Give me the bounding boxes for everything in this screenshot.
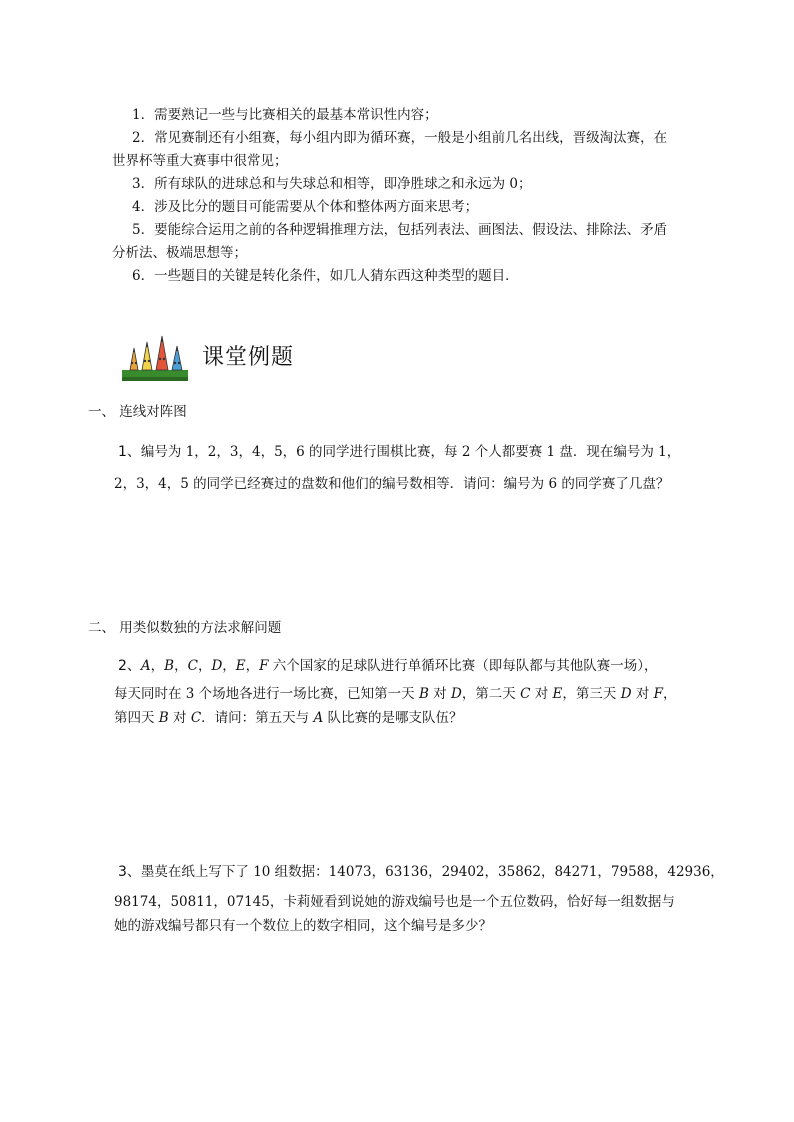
- tip-3: 3．所有球队的进球总和与失球总和相等，即净胜球之和永远为 0；: [132, 176, 532, 192]
- problem-3-line-1: 墨莫在纸上写下了 10 组数据：14073，63136，29402，35862，84271，79588，42936，: [140, 864, 724, 880]
- var-a: A: [140, 658, 151, 674]
- var-d: D: [211, 658, 223, 674]
- var-c: C: [190, 710, 202, 726]
- sep: ，: [174, 658, 188, 674]
- text: 队比赛的是哪支队伍？: [323, 710, 463, 726]
- problem-1-line-1: 编号为 1，2，3，4，5，6 的同学进行围棋比赛，每 2 个人都要赛 1 盘．现在编号为 1，: [140, 444, 681, 460]
- var-b: B: [164, 658, 175, 674]
- problem-2-line-1-tail: 六个国家的足球队进行单循环比赛（即每队都与其他队赛一场），: [268, 658, 658, 674]
- var-d: D: [450, 686, 462, 702]
- problem-2: [114, 652, 698, 732]
- problem-3-number: 3、: [118, 864, 141, 880]
- tip-6: 6．一些题目的关键是转化条件，如几人猜东西这种类型的题目．: [132, 268, 519, 284]
- sep: ，: [150, 658, 165, 674]
- tip-5-cont: 分析法、极端思想等；: [112, 245, 247, 261]
- section-heading-2: 二、 用类似数独的方法求解问题: [88, 620, 282, 636]
- text: 对: [631, 686, 654, 702]
- tip-5: 5．要能综合运用之前的各种逻辑推理方法，包括列表法、画图法、假设法、排除法、矛盾: [132, 222, 668, 238]
- sep: ，: [197, 658, 212, 674]
- var-c: C: [520, 686, 531, 702]
- problem-2-number: 2、: [118, 658, 141, 674]
- tip-2-cont: 世界杯等重大赛事中很常见；: [112, 153, 288, 169]
- section-banner: [120, 332, 420, 384]
- problem-3-line-3: 她的游戏编号都只有一个数位上的数字相同，这个编号是多少？: [114, 918, 492, 934]
- tip-2: 2．常见赛制还有小组赛，每小组内即为循环赛，一般是小组前几名出线，晋级淘汰赛，在: [132, 130, 668, 146]
- var-c: C: [187, 658, 198, 674]
- sep: ，: [222, 658, 236, 674]
- text: 第四天: [114, 710, 159, 726]
- problem-2-line-3: [114, 704, 698, 732]
- pencils-icon: [120, 332, 192, 384]
- var-d: D: [620, 686, 632, 702]
- text: 对: [530, 686, 553, 702]
- banner-title: 课堂例题: [202, 345, 295, 370]
- problem-3-line-2: 98174，50811，07145，卡莉娅看到说她的游戏编号也是一个五位数码，恰好每一组数据与: [114, 894, 675, 910]
- problem-1-line-2: 2，3，4，5 的同学已经赛过的盘数和他们的编号数相等．请问：编号为 6 的同学赛了几盘？: [114, 476, 670, 492]
- problem-1-number: 1、: [118, 444, 141, 460]
- var-f: F: [653, 686, 663, 702]
- problem-3: [114, 858, 724, 940]
- text: 对: [168, 710, 191, 726]
- var-a: A: [313, 710, 324, 726]
- var-b: B: [418, 686, 429, 702]
- text: ．请问：第五天与: [201, 710, 314, 726]
- text: ，第二天: [461, 686, 521, 702]
- tip-1: 1．需要熟记一些与比赛相关的最基本常识性内容；: [132, 107, 438, 123]
- text: ，第三天: [562, 686, 621, 702]
- text: ，: [663, 686, 677, 702]
- tip-4: 4．涉及比分的题目可能需要从个体和整体两方面来思考；: [132, 199, 479, 215]
- section-heading-1: 一、 连线对阵图: [88, 404, 187, 420]
- text: 每天同时在 3 个场地各进行一场比赛，已知第一天: [114, 686, 419, 702]
- sep: ，: [245, 658, 260, 674]
- var-b: B: [158, 710, 169, 726]
- tips-list: [112, 104, 692, 288]
- var-e: E: [235, 658, 246, 674]
- problem-1: [114, 436, 698, 500]
- var-e: E: [552, 686, 563, 702]
- text: 对: [428, 686, 451, 702]
- var-f: F: [259, 658, 269, 674]
